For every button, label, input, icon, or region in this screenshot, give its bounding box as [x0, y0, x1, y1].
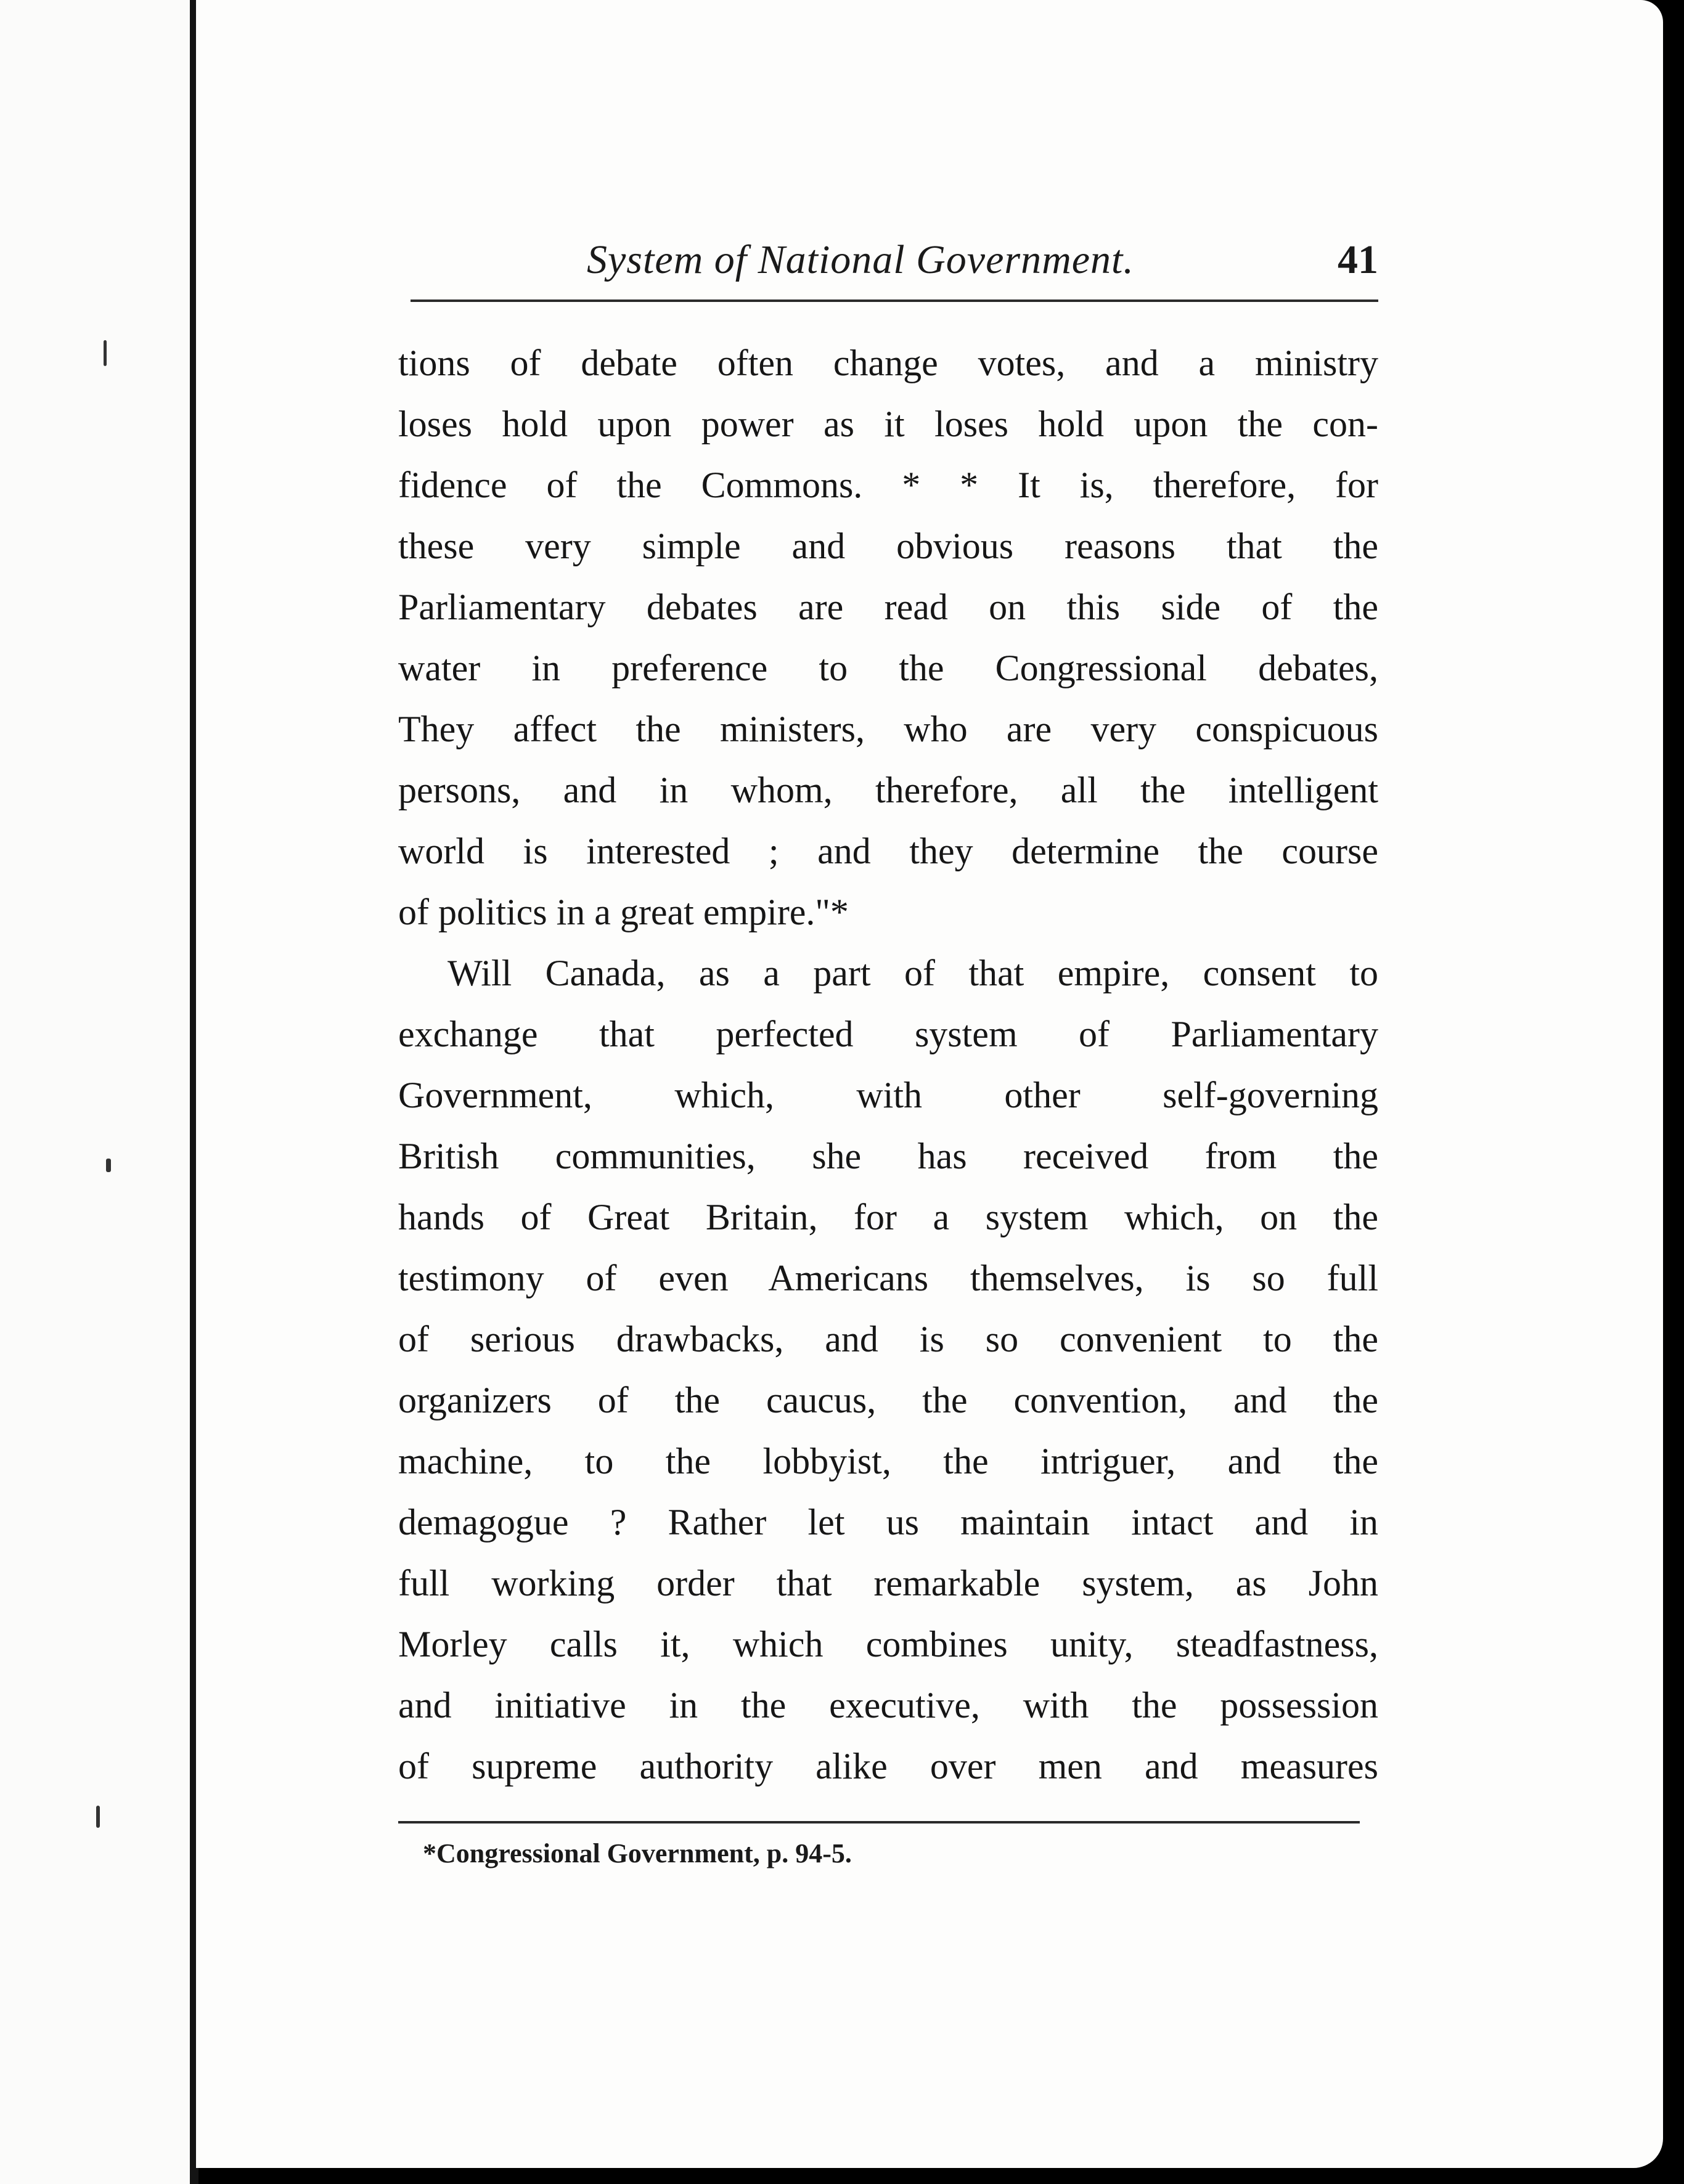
text-line: water in preference to the Congressional debates, [398, 648, 1378, 688]
text-line: Government, which, with other self-governing [398, 1075, 1378, 1115]
text-line: British communities, she has received from the [398, 1136, 1378, 1176]
text-line: Parliamentary debates are read on this side of the [398, 587, 1378, 627]
text-line: tions of debate often change votes, and a ministry [398, 343, 1378, 383]
text-line: loses hold upon power as it loses hold upon the con- [398, 404, 1378, 444]
text-line: machine, to the lobbyist, the intriguer, and the [398, 1441, 1378, 1481]
footnote-rule [398, 1821, 1360, 1823]
text-line: of politics in a great empire."* [398, 892, 849, 932]
body-text [398, 333, 1378, 1797]
text-line: testimony of even Americans themselves, is so full [398, 1258, 1378, 1298]
text-line: of serious drawbacks, and is so convenient to the [398, 1319, 1378, 1359]
text-line: world is interested ; and they determine the course [398, 831, 1378, 871]
text-line: fidence of the Commons. * * It is, therefore, for [398, 465, 1378, 505]
text-line: Will Canada, as a part of that empire, consent to [448, 953, 1378, 993]
text-line: persons, and in whom, therefore, all the intelligent [398, 770, 1378, 810]
running-title: System of National Government. [587, 237, 1134, 282]
text-line: demagogue ? Rather let us maintain intact and in [398, 1502, 1378, 1542]
text-line: They affect the ministers, who are very conspicuous [398, 709, 1378, 749]
page-header [411, 228, 1378, 296]
text-line: hands of Great Britain, for a system which, on the [398, 1197, 1378, 1237]
page-number: 41 [1338, 237, 1378, 282]
text-line: these very simple and obvious reasons that the [398, 526, 1378, 566]
text-line: full working order that remarkable system, as John [398, 1563, 1378, 1603]
text-line: and initiative in the executive, with the possession [398, 1685, 1378, 1726]
header-rule [411, 299, 1378, 302]
scan-speck [106, 1159, 111, 1172]
text-line: organizers of the caucus, the convention, and the [398, 1380, 1378, 1420]
text-line: of supreme authority alike over men and measures [398, 1746, 1378, 1787]
text-line: exchange that perfected system of Parliamentary [398, 1014, 1378, 1054]
footnote: *Congressional Government, p. 94-5. [423, 1838, 852, 1868]
scan-speck [104, 340, 107, 366]
scan-speck [96, 1806, 100, 1828]
facing-page-edge [0, 0, 196, 2184]
text-line: Morley calls it, which combines unity, steadfastness, [398, 1624, 1378, 1664]
